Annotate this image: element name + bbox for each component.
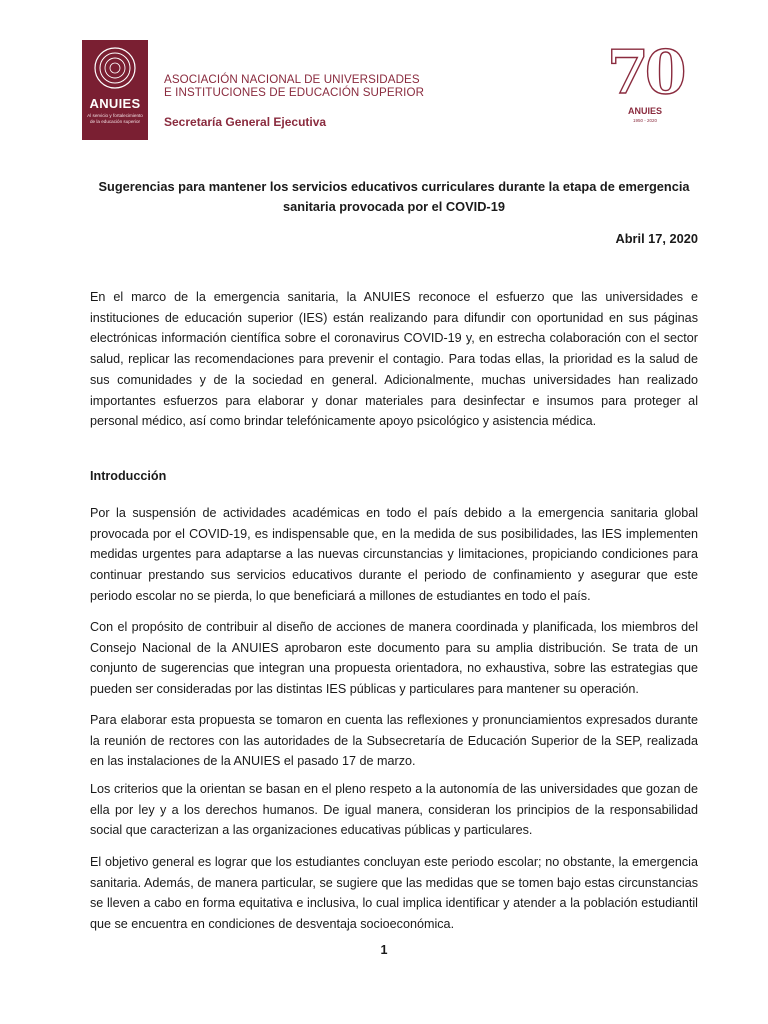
paragraph-4: Los criterios que la orientan se basan en el pleno respeto a la autonomía de las universidades que gozan de ella por ley y a los derechos humanos. De igual manera, consideran los principios de la responsabilidad social que caracterizan a las organizaciones educativas públicas y particulares. [90,782,698,838]
anniversary-years: 1950 - 2020 [632,118,658,123]
anniversary-logo [605,38,685,132]
document-date: Abril 17, 2020 [615,231,698,246]
interlaced-circles-icon [82,40,148,100]
page-number: 1 [380,943,388,957]
paragraph-1: Por la suspensión de actividades académicas en todo el país debido a la emergencia sanitaria global provocada por el COVID-19, es indispensable que, en la medida de sus posibilidades, las IES implementen medidas urgentes para adaptarse a las nuevas circunstancias y limitaciones, propiciando condiciones para continuar prestando sus servicios educativos durante el periodo de confinamiento y asegurar que este periodo escolar no se pierda, lo que beneficiará a millones de estudiantes en todo el país. [90,506,698,603]
paragraph-5: El objetivo general es lograr que los estudiantes concluyan este periodo escolar; no obstante, la emergencia sanitaria. Además, de manera particular, se sugiere que las medidas que se tomen bajo estas circunstancias se lleven a cabo en forma equitativa e inclusiva, lo cual implica identificar y atender a la población estudiantil que se encuentra en condiciones de desventaja socioeconómica. [90,855,698,932]
paragraph-3: Para elaborar esta propuesta se tomaron en cuenta las reflexiones y pronunciamientos expresados durante la reunión de rectores con las autoridades de la Subsecretaría de Educación Superior de la SEP, realizada en las instalaciones de la ANUIES el pasado 17 de marzo. [90,713,698,769]
anniversary-logo-name: ANUIES [627,106,662,116]
section-heading: Introducción [90,469,167,483]
organization-name [164,73,424,99]
anuies-logo [82,40,148,140]
logo-name: ANUIES [89,96,141,111]
logo-tagline: Al servicio y fortalecimiento de la educación superior [87,113,143,124]
intro-paragraph: En el marco de la emergencia sanitaria, la ANUIES reconoce el esfuerzo que las universidades e instituciones de educación superior (IES) están realizando para difundir con oportunidad en sus páginas electrónicas información científica sobre el coronavirus COVID-19 y, en estrecha colaboración con el sector salud, replicar las recomendaciones para prevenir el contagio. Para todas ellas, la prioridad es la salud de sus comunidades y de la sociedad en general. Adicionalmente, muchas universidades han realizado importantes esfuerzos para elaborar y donar materiales para desinfectar e insumos para proteger al personal médico, así como brindar telefónicamente apoyo psicológico y asistencia médica. [90,290,698,429]
anniversary-number: 70 [607,38,683,108]
department-name: Secretaría General Ejecutiva [164,115,327,129]
paragraph-2: Con el propósito de contribuir al diseño de acciones de manera coordinada y planificada, los miembros del Consejo Nacional de la ANUIES aprobaron este documento para su amplia distribución. Se trata de un conjunto de sugerencias que integran una propuesta orientadora, no exhaustiva, sobre las estrategias que pueden ser consideradas por las distintas IES públicas y particulares para mantener su operación. [90,620,698,697]
document-title: Sugerencias para mantener los servicios educativos curriculares durante la etapa de emergencia sanitaria provocada por el COVID-19 [98,179,690,214]
org-name-line2: E INSTITUCIONES DE EDUCACIÓN SUPERIOR [164,86,425,99]
org-name-line1: ASOCIACIÓN NACIONAL DE UNIVERSIDADES [164,73,420,86]
